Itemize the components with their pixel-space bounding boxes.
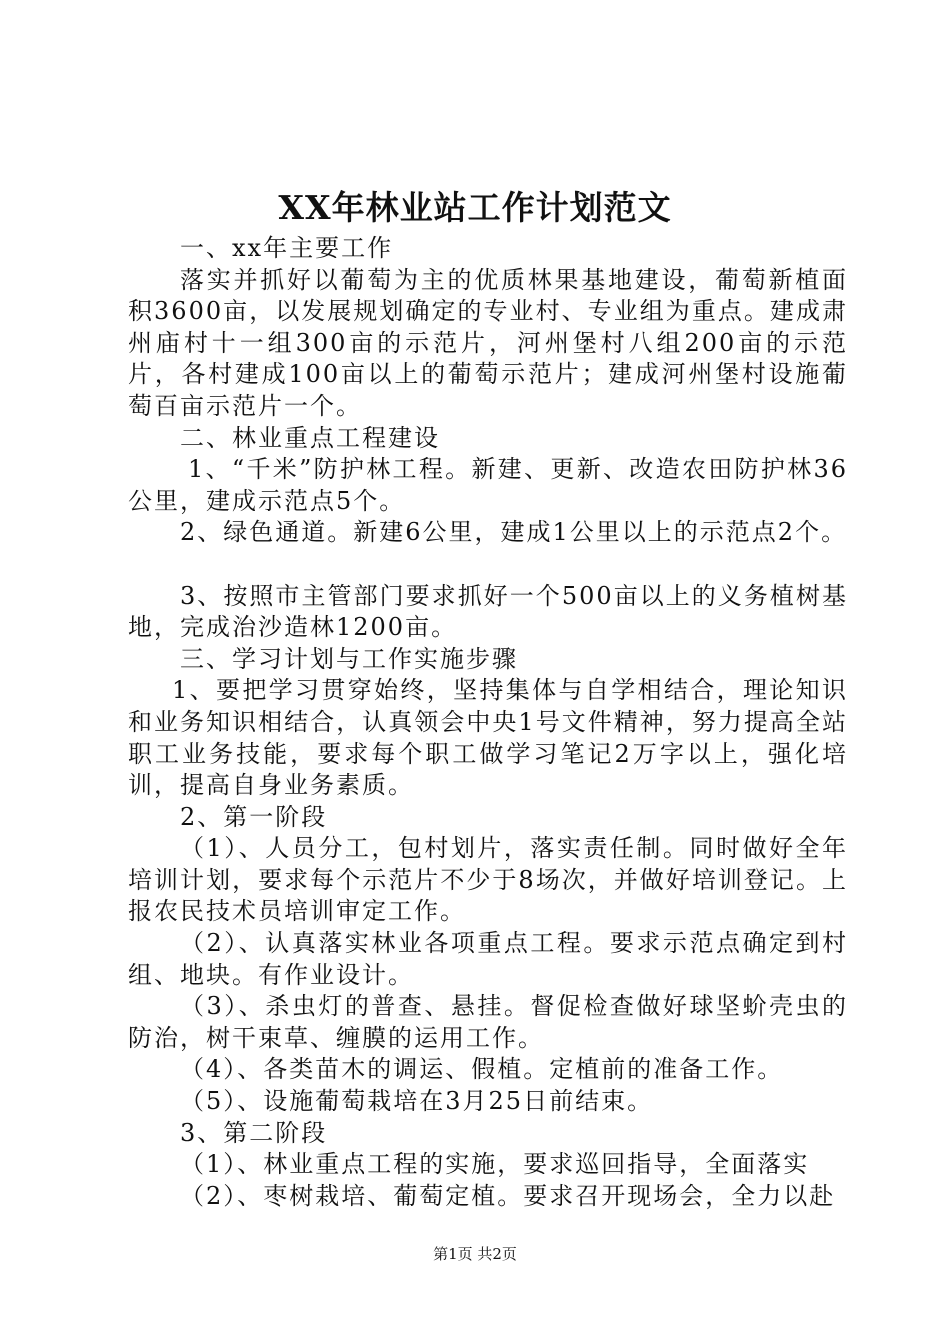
list-item: （1）、林业重点工程的实施，要求巡回指导，全面落实 [180,1150,810,1179]
document-title: XX年林业站工作计划范文 [278,188,672,227]
paragraph: 1、“千米”防护林工程。新建、更新、改造农田防护林36公里，建成示范点5个。 [128,455,848,515]
list-item: （1）、人员分工，包村划片，落实责任制。同时做好全年培训计划，要求每个示范片不少于8场次，并做好培训登记。上报农民技术员培训审定工作。 [128,834,848,926]
blank-line [128,549,848,581]
section-heading: 三、学习计划与工作实施步骤 [180,644,518,673]
paragraph: 3、按照市主管部门要求抓好一个500亩以上的义务植树基地，完成治沙造林1200亩。 [128,581,848,642]
subsection-heading: 3、第二阶段 [180,1118,328,1147]
subsection-heading: 2、第一阶段 [180,802,328,831]
section-heading: 二、林业重点工程建设 [180,423,440,452]
list-item: （2）、认真落实林业各项重点工程。要求示范点确定到村组、地块。有作业设计。 [128,929,848,989]
paragraph: 1、要把学习贯穿始终，坚持集体与自学相结合，理论知识和业务知识相结合，认真领会中央1号文件精神，努力提高全站职工业务技能，要求每个职工做学习笔记2万字以上，强化培训，提高自身业务素质。 [128,676,848,800]
paragraph: 落实并抓好以葡萄为主的优质林果基地建设，葡萄新植面积3600亩，以发展规划确定的专业村、专业组为重点。建成肃州庙村十一组300亩的示范片，河州堡村八组200亩的示范片，各村建成100亩以上的葡萄示范片；建成河州堡村设施葡萄百亩示范片一个。 [128,265,848,420]
page-footer: 第1页 共2页 [433,1245,517,1263]
section-heading: 一、xx年主要工作 [180,234,394,262]
list-item: （3）、杀虫灯的普查、悬挂。督促检查做好球坚蚧壳虫的防治，树干束草、缠膜的运用工作。 [128,992,848,1052]
list-item: （4）、各类苗木的调运、假植。定植前的准备工作。 [180,1055,784,1084]
list-item: （5）、设施葡萄栽培在3月25日前结束。 [180,1087,654,1116]
paragraph: 2、绿色通道。新建6公里，建成1公里以上的示范点2个。 [180,518,848,547]
document-body [128,233,848,1212]
list-item: （2）、枣树栽培、葡萄定植。要求召开现场会，全力以赴 [180,1181,836,1210]
